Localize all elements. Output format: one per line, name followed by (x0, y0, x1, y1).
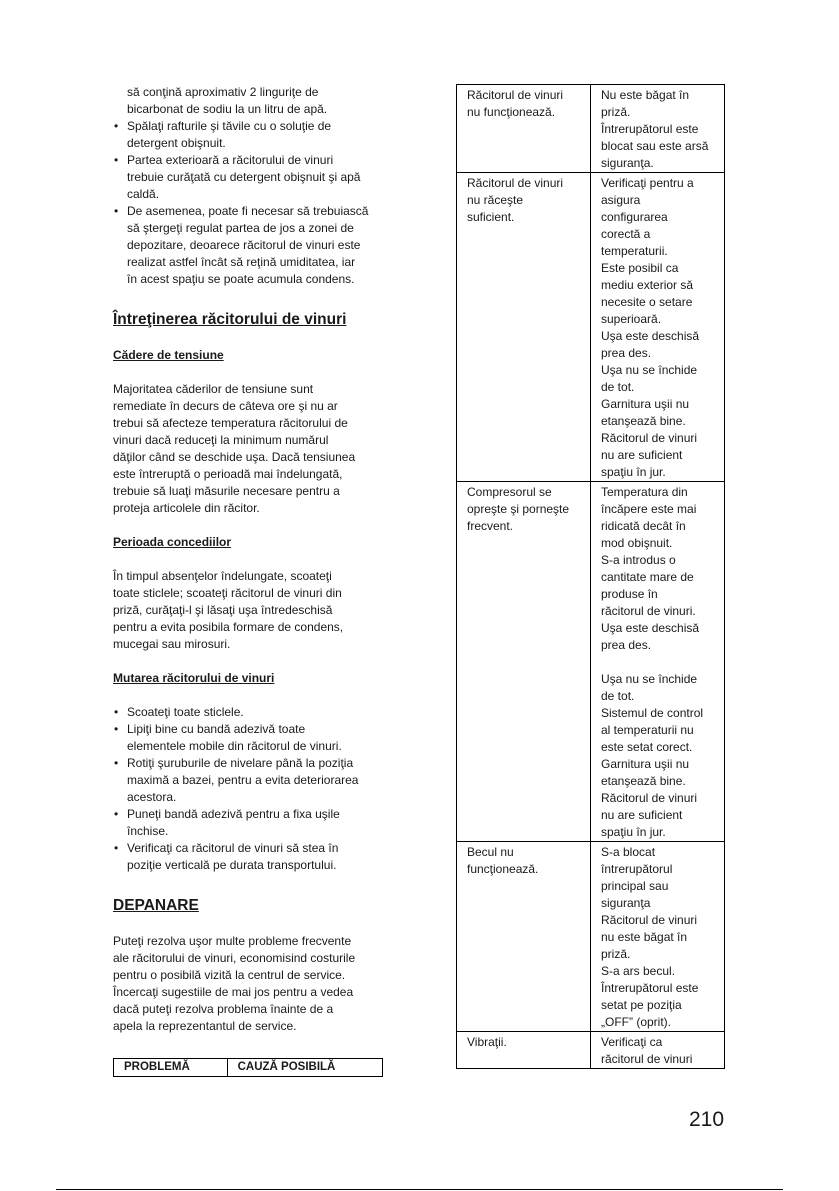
list-item (113, 118, 385, 152)
paragraph-line: pentru a evita posibila formare de condens, (113, 620, 344, 634)
cause-cell (591, 85, 725, 173)
problem-line: nu răceşte (467, 193, 524, 207)
bullet-line: depozitare, deoarece răcitorul de vinuri este (127, 238, 361, 252)
cause-line: S-a introdus o (601, 553, 676, 567)
paragraph-line: dăţilor când se deschide uşa. Dacă tensiunea (113, 450, 356, 464)
paragraph-line: este întreruptă o perioadă mai îndelungată, (113, 467, 343, 481)
bullet-line: poziţie verticală pe durata transportului. (127, 858, 337, 872)
bullet-line: Partea exterioară a răcitorului de vinuri (127, 153, 334, 167)
bullet-line: maximă a bazei, pentru a evita deteriorarea (127, 773, 359, 787)
bullet-icon: • (114, 204, 119, 218)
bullet-line: Scoateţi toate sticlele. (127, 705, 244, 719)
paragraph-line: Majoritatea căderilor de tensiune sunt (113, 382, 314, 396)
paragraph-line: dacă puteţi rezolva problema înainte de a (113, 1002, 334, 1016)
power-failure-heading: Cădere de tensiune (113, 348, 224, 362)
problem-line: funcţionează. (467, 862, 539, 876)
cause-line: Uşa este deschisă (601, 621, 700, 635)
problem-line: frecvent. (467, 519, 514, 533)
problem-line: Vibraţii. (467, 1035, 507, 1049)
bullet-line: Rotiţi şuruburile de nivelare până la poziţia (127, 756, 354, 770)
cause-cell (591, 842, 725, 1032)
cause-line: de tot. (601, 380, 635, 394)
problem-cell (457, 85, 591, 173)
intro-line: bicarbonat de sodiu la un litru de apă. (127, 102, 328, 116)
cause-line: setat pe poziţia (601, 998, 682, 1012)
paragraph-line: ale răcitorului de vinuri, economisind costurile (113, 951, 356, 965)
bullet-icon: • (114, 119, 119, 133)
cause-cell (591, 482, 725, 842)
troubleshooting-table-header (113, 1058, 383, 1077)
troubleshooting-paragraph (113, 933, 385, 1035)
bullet-icon: • (114, 807, 119, 821)
paragraph-line: priză, curăţaţi-l şi lăsaţi uşa întredeschisă (113, 603, 333, 617)
problem-line: suficient. (467, 210, 515, 224)
paragraph-line: Încercaţi sugestiile de mai jos pentru a vedea (113, 985, 354, 999)
cause-line: spaţiu în jur. (601, 465, 666, 479)
cause-line: Uşa este deschisă (601, 329, 700, 343)
cause-line: răcitorul de vinuri. (601, 604, 696, 618)
cause-line: produse în (601, 587, 658, 601)
cause-line: superioară. (601, 312, 662, 326)
intro-line: să conţină aproximativ 2 linguriţe de (127, 85, 319, 99)
cause-line: al temperaturii nu (601, 723, 694, 737)
bullet-line: De asemenea, poate fi necesar să trebuiască (127, 204, 369, 218)
cause-line: S-a ars becul. (601, 964, 676, 978)
bullet-icon: • (114, 705, 119, 719)
paragraph-line: vinuri dacă reduceţi la minimum numărul (113, 433, 329, 447)
cause-line: siguranţa (601, 896, 651, 910)
cleaning-bullet-list (113, 118, 385, 288)
paragraph-line: trebui să afecteze temperatura răcitorului de (113, 416, 348, 430)
list-item (113, 152, 385, 203)
cause-line: Garnitura uşii nu (601, 397, 690, 411)
cause-line: prea des. (601, 346, 652, 360)
bullet-line: în acest spaţiu se poate acumula condens. (127, 272, 355, 286)
cause-line: „OFF” (oprit). (601, 1015, 671, 1029)
cause-line: S-a blocat (601, 845, 656, 859)
bullet-line: Spălaţi rafturile şi tăvile cu o soluţie de (127, 119, 332, 133)
bullet-icon: • (114, 153, 119, 167)
cause-line: Uşa nu se închide (601, 672, 698, 686)
cause-line: necesite o setare (601, 295, 693, 309)
cause-line: spaţiu în jur. (601, 825, 666, 839)
problem-line: opreşte şi porneşte (467, 502, 570, 516)
table-row (457, 173, 725, 482)
bullet-line: detergent obişnuit. (127, 136, 226, 150)
problem-cell (457, 1032, 591, 1069)
bullet-icon: • (114, 756, 119, 770)
bullet-line: să ştergeţi regulat partea de jos a zonei de (127, 221, 354, 235)
cause-line: Este posibil ca (601, 261, 679, 275)
paragraph-line: trebuie să luaţi măsurile necesare pentru a (113, 484, 340, 498)
footer-divider (56, 1189, 783, 1190)
vacation-paragraph (113, 568, 385, 653)
cause-line: nu are suficient (601, 448, 683, 462)
cause-line: Răcitorul de vinuri (601, 913, 698, 927)
problem-cell (457, 173, 591, 482)
maintenance-heading: Întreţinerea răcitorului de vinuri (113, 311, 347, 328)
cause-line: etanşează bine. (601, 414, 686, 428)
bullet-line: caldă. (127, 187, 160, 201)
cause-line: răcitorul de vinuri (601, 1052, 693, 1066)
list-item (113, 704, 385, 721)
cause-line: principal sau (601, 879, 669, 893)
cause-line: prea des. (601, 638, 652, 652)
bullet-line: închise. (127, 824, 169, 838)
bullet-line: trebuie curăţată cu detergent obişnuit şi apă (127, 170, 361, 184)
problem-line: nu funcţionează. (467, 105, 556, 119)
list-item (113, 840, 385, 874)
cause-line: încăpere este mai (601, 502, 697, 516)
paragraph-line: remediate în decurs de câteva ore şi nu ar (113, 399, 338, 413)
cause-line: Sistemul de control (601, 706, 704, 720)
cause-line: Întrerupătorul este (601, 122, 699, 136)
cause-line: întrerupătorul (601, 862, 673, 876)
moving-bullet-list (113, 704, 385, 874)
cause-line: asigura (601, 193, 641, 207)
list-item (113, 203, 385, 288)
cause-line: Garnitura uşii nu (601, 757, 690, 771)
cause-line: configurarea (601, 210, 668, 224)
paragraph-line: Puteţi rezolva uşor multe probleme frecvente (113, 934, 352, 948)
moving-heading: Mutarea răcitorului de vinuri (113, 671, 275, 685)
cause-line: mod obişnuit. (601, 536, 673, 550)
problem-line: Compresorul se (467, 485, 552, 499)
paragraph-line: pentru o posibilă vizită la centrul de service. (113, 968, 346, 982)
cause-line: mediu exterior să (601, 278, 694, 292)
cause-line: este setat corect. (601, 740, 693, 754)
bullet-line: elementele mobile din răcitorul de vinuri. (127, 739, 342, 753)
bullet-icon: • (114, 841, 119, 855)
cause-line (601, 654, 714, 671)
cause-cell (591, 1032, 725, 1069)
power-failure-paragraph (113, 381, 385, 517)
bullet-line: Lipiţi bine cu bandă adezivă toate (127, 722, 306, 736)
table-row (457, 85, 725, 173)
cause-line: temperaturii. (601, 244, 668, 258)
problem-cell (457, 842, 591, 1032)
problem-line: Becul nu (467, 845, 514, 859)
paragraph-line: mucegai sau mirosuri. (113, 637, 231, 651)
cause-line: Nu este băgat în (601, 88, 690, 102)
page-number: 210 (689, 1108, 725, 1131)
paragraph-line: În timpul absenţelor îndelungate, scoateţi (113, 569, 332, 583)
troubleshooting-table (456, 84, 725, 1069)
troubleshooting-heading: DEPANARE (113, 897, 199, 914)
cause-line: Întrerupătorul este (601, 981, 699, 995)
intro-text (113, 84, 385, 118)
cause-line: Răcitorul de vinuri (601, 791, 698, 805)
left-column (113, 84, 385, 1035)
cause-line: Răcitorul de vinuri (601, 431, 698, 445)
cause-line: blocat sau este arsă (601, 139, 709, 153)
cause-line: nu are suficient (601, 808, 683, 822)
vacation-heading: Perioada concediilor (113, 535, 232, 549)
bullet-line: realizat astfel încât să reţină umiditatea, iar (127, 255, 356, 269)
bullet-line: acestora. (127, 790, 177, 804)
cause-line: ridicată decât în (601, 519, 686, 533)
cause-line: Temperatura din (601, 485, 688, 499)
paragraph-line: toate sticlele; scoateţi răcitorul de vinuri din (113, 586, 342, 600)
cause-line: priză. (601, 105, 631, 119)
cause-line: Verificaţi pentru a (601, 176, 694, 190)
bullet-line: Verificaţi ca răcitorul de vinuri să stea în (127, 841, 339, 855)
paragraph-line: proteja articolele din răcitor. (113, 501, 260, 515)
cause-line: priză. (601, 947, 631, 961)
problem-column-header: PROBLEMĂ (114, 1059, 228, 1077)
cause-line: etanşează bine. (601, 774, 686, 788)
table-row (457, 842, 725, 1032)
cause-line: Uşa nu se închide (601, 363, 698, 377)
cause-line: de tot. (601, 689, 635, 703)
cause-line: Verificaţi ca (601, 1035, 663, 1049)
bullet-icon: • (114, 722, 119, 736)
cause-line: nu este băgat în (601, 930, 688, 944)
problem-cell (457, 482, 591, 842)
bullet-line: Puneţi bandă adezivă pentru a fixa uşile (127, 807, 340, 821)
cause-line: cantitate mare de (601, 570, 694, 584)
cause-line: corectă a (601, 227, 651, 241)
list-item (113, 806, 385, 840)
table-row (457, 482, 725, 842)
list-item (113, 721, 385, 755)
problem-line: Răcitorul de vinuri (467, 176, 564, 190)
cause-line: siguranţa. (601, 156, 654, 170)
paragraph-line: apela la reprezentantul de service. (113, 1019, 297, 1033)
table-row (457, 1032, 725, 1069)
problem-line: Răcitorul de vinuri (467, 88, 564, 102)
list-item (113, 755, 385, 806)
cause-column-header: CAUZĂ POSIBILĂ (227, 1059, 382, 1077)
cause-cell (591, 173, 725, 482)
